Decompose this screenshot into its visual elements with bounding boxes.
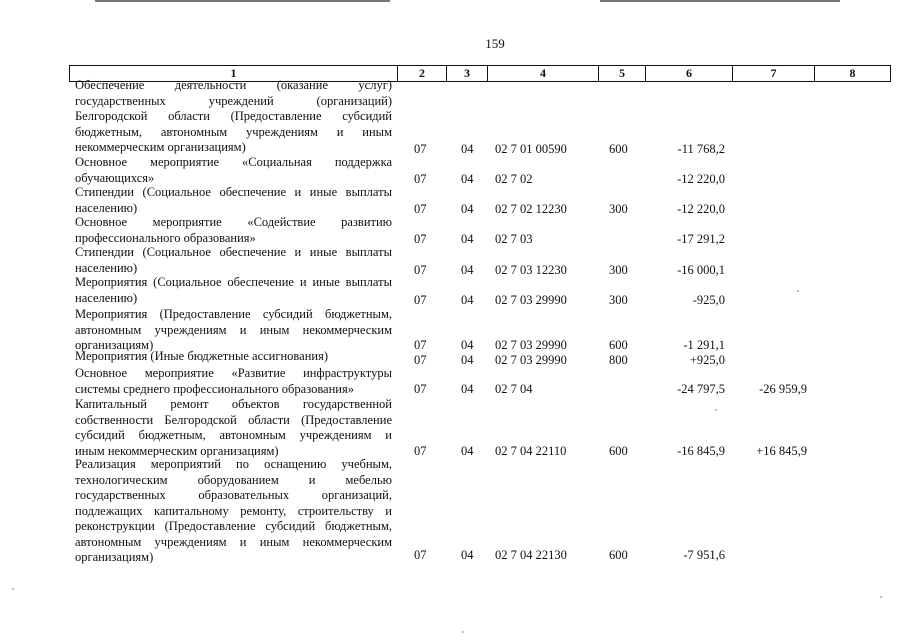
amount-cell: -12 220,0 — [677, 172, 725, 186]
target-article-cell: 02 7 04 22110 — [495, 444, 567, 458]
podrazdel-cell: 04 — [461, 142, 474, 156]
description-line: бюджетным, автономным учреждениям и иным — [75, 124, 392, 139]
description-line: системы среднего профессионального образования» — [75, 381, 354, 396]
header-col-5: 5 — [598, 65, 646, 82]
row-description — [75, 366, 392, 397]
amount-cell: -24 797,5 — [677, 382, 725, 396]
row-description — [75, 185, 392, 216]
podrazdel-cell: 04 — [461, 232, 474, 246]
description-line: собственности Белгородской области (Предоставление — [75, 412, 392, 427]
expense-type-cell: 300 — [609, 202, 628, 216]
expense-type-cell: 600 — [609, 548, 628, 562]
expense-type-cell: 600 — [609, 444, 628, 458]
amount-cell: -12 220,0 — [677, 202, 725, 216]
description-line: населению) — [75, 290, 138, 305]
description-line: Основное мероприятие «Социальная поддержка — [75, 155, 392, 169]
description-line: Белгородской области (Предоставление субсидий — [75, 109, 392, 123]
amount-cell: +925,0 — [689, 353, 725, 367]
description-line: Мероприятия (Иные бюджетные ассигнования) — [75, 349, 328, 363]
amount-cell: -7 951,6 — [683, 548, 725, 562]
target-article-cell: 02 7 04 22130 — [495, 548, 567, 562]
scan-speck — [715, 409, 717, 411]
razdel-cell: 07 — [414, 263, 427, 277]
description-line: технологическим оборудованием и мебелью — [75, 472, 392, 487]
amount-cell: -1 291,1 — [683, 338, 725, 352]
amount-cell: -16 845,9 — [677, 444, 725, 458]
row-description — [75, 245, 392, 276]
top-rule-right — [600, 0, 840, 2]
target-article-cell: 02 7 03 29990 — [495, 338, 567, 352]
row-description — [75, 78, 392, 156]
row-description — [75, 215, 392, 246]
description-line: Реализация мероприятий по оснащению учебным, — [75, 457, 392, 471]
description-line: профессионального образования» — [75, 230, 256, 245]
description-line: организациям) — [75, 338, 154, 352]
podrazdel-cell: 04 — [461, 548, 474, 562]
description-line: населению) — [75, 260, 138, 275]
description-line: Основное мероприятие «Развитие инфраструктуры — [75, 366, 392, 380]
description-line: подлежащих капитальному ремонту, строительству и — [75, 503, 392, 518]
amount-cell: -11 768,2 — [677, 142, 725, 156]
amount-cell: -16 000,1 — [677, 263, 725, 277]
scan-speck — [462, 631, 464, 633]
razdel-cell: 07 — [414, 353, 427, 367]
expense-type-cell: 600 — [609, 142, 628, 156]
razdel-cell: 07 — [414, 338, 427, 352]
expense-type-cell: 600 — [609, 338, 628, 352]
target-article-cell: 02 7 03 12230 — [495, 263, 567, 277]
description-line: автономным учреждениям и иным некоммерческим — [75, 322, 392, 337]
description-line: Мероприятия (Социальное обеспечение и иные выплаты — [75, 275, 392, 289]
description-line: реконструкции (Предоставление субсидий бюджетным, — [75, 519, 392, 533]
target-article-cell: 02 7 03 29990 — [495, 353, 567, 367]
page-number: 159 — [485, 36, 505, 51]
razdel-cell: 07 — [414, 444, 427, 458]
row-description — [75, 349, 392, 365]
amount-cell: -17 291,2 — [677, 232, 725, 246]
scan-speck — [880, 596, 882, 598]
razdel-cell: 07 — [414, 232, 427, 246]
description-line: автономным учреждениям и иным некоммерческим — [75, 534, 392, 549]
razdel-cell: 07 — [414, 172, 427, 186]
description-line: государственных учреждений (организаций) — [75, 93, 392, 108]
podrazdel-cell: 04 — [461, 353, 474, 367]
header-col-4: 4 — [487, 65, 599, 82]
row-description — [75, 275, 392, 306]
target-article-cell: 02 7 03 — [495, 232, 533, 246]
scan-speck — [797, 290, 799, 292]
description-line: Стипендии (Социальное обеспечение и иные выплаты — [75, 185, 392, 199]
expense-type-cell: 800 — [609, 353, 628, 367]
description-line: некоммерческим организациям) — [75, 140, 246, 154]
row-description — [75, 457, 392, 566]
description-line: обучающихся» — [75, 170, 155, 185]
header-col-8: 8 — [814, 65, 891, 82]
scan-speck — [12, 588, 14, 590]
target-article-cell: 02 7 04 — [495, 382, 533, 396]
description-line: Обеспечение деятельности (оказание услуг) — [75, 78, 392, 92]
razdel-cell: 07 — [414, 548, 427, 562]
description-line: субсидий бюджетным, автономным учреждениям и — [75, 428, 392, 442]
amount-extra-cell: -26 959,9 — [759, 382, 807, 396]
header-col-2: 2 — [397, 65, 447, 82]
podrazdel-cell: 04 — [461, 263, 474, 277]
podrazdel-cell: 04 — [461, 444, 474, 458]
razdel-cell: 07 — [414, 142, 427, 156]
razdel-cell: 07 — [414, 202, 427, 216]
top-rule-left — [95, 0, 390, 2]
description-line: Стипендии (Социальное обеспечение и иные выплаты — [75, 245, 392, 259]
target-article-cell: 02 7 01 00590 — [495, 142, 567, 156]
razdel-cell: 07 — [414, 293, 427, 307]
row-description — [75, 155, 392, 186]
description-line: организациям) — [75, 550, 154, 564]
description-line: населению) — [75, 200, 138, 215]
row-description — [75, 307, 392, 354]
description-line: Основное мероприятие «Содействие развитию — [75, 215, 392, 229]
expense-type-cell: 300 — [609, 293, 628, 307]
header-col-3: 3 — [446, 65, 488, 82]
podrazdel-cell: 04 — [461, 172, 474, 186]
header-col-1: 1 — [69, 65, 398, 82]
podrazdel-cell: 04 — [461, 202, 474, 216]
description-line: Мероприятия (Предоставление субсидий бюджетным, — [75, 307, 392, 321]
header-col-7: 7 — [732, 65, 815, 82]
amount-cell: -925,0 — [692, 293, 725, 307]
description-line: Капитальный ремонт объектов государственной — [75, 397, 392, 411]
target-article-cell: 02 7 03 29990 — [495, 293, 567, 307]
razdel-cell: 07 — [414, 382, 427, 396]
amount-extra-cell: +16 845,9 — [756, 444, 807, 458]
podrazdel-cell: 04 — [461, 338, 474, 352]
podrazdel-cell: 04 — [461, 293, 474, 307]
description-line: государственных образовательных организаций, — [75, 488, 392, 502]
target-article-cell: 02 7 02 — [495, 172, 533, 186]
target-article-cell: 02 7 02 12230 — [495, 202, 567, 216]
row-description — [75, 397, 392, 459]
podrazdel-cell: 04 — [461, 382, 474, 396]
description-line: иным некоммерческим организациям) — [75, 443, 279, 458]
expense-type-cell: 300 — [609, 263, 628, 277]
header-col-6: 6 — [645, 65, 733, 82]
